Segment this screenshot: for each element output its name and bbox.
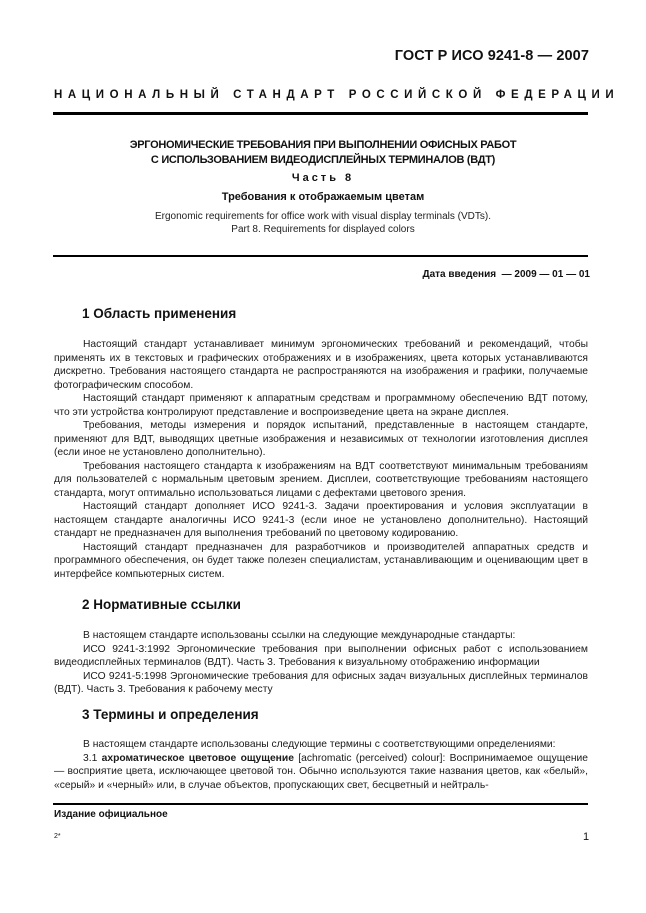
section-heading-scope: 1 Область применения (82, 306, 237, 321)
title-en-line1: Ergonomic requirements for office work with visual display terminals (VDTs). (154, 211, 492, 222)
section-heading-normative-references: 2 Нормативные ссылки (82, 597, 241, 612)
term-name: ахроматическое цветовое ощущение (101, 752, 294, 764)
paragraph: Настоящий стандарт устанавливает минимум эргономических требований и рекомендаций, чтобы применять их в текстовых и графических отображениях и в изображениях, цвета которых устанавливаются дискретно. Требования настоящего стандарта не распространяются на изображения и графики, получаемые фотографическим способом. (54, 339, 588, 391)
footer-rule (53, 803, 588, 805)
introduction-date: Дата введения — 2009 — 01 — 01 (422, 269, 590, 280)
reference-item: ИСО 9241-3:1992 Эргономические требования при выполнении офисных работ с использованием видеодисплейных терминалов (ВДТ). Часть 3. Требования к визуальному отображению информации (54, 643, 588, 668)
title-rule (53, 255, 588, 257)
paragraph: Настоящий стандарт предназначен для разработчиков и производителей аппаратных средств и программного обеспечения, он будет также полезен специалистам, устанавливающим и оценивающим цвет в интерфейсе компьютерных систем. (54, 541, 588, 580)
section-body-normative-references (54, 629, 588, 697)
document-title-en (53, 210, 593, 236)
section-heading-terms: 3 Термины и определения (82, 707, 259, 722)
document-title-ru (53, 138, 593, 168)
term-text: [achromatic (perceived) colour]: Воспринимаемое ощущение — восприятие цвета, исключающее цветовой тон. Обычно используются такие названия цветов, как «белый», «серый» и «черный» или, в случае объектов, пропускающих свет, бесцветный и нейтраль- (54, 752, 588, 791)
paragraph: Настоящий стандарт применяют к аппаратным средствам и программному обеспечению ВДТ потому, что эти устройства контролируют представление и воспроизведение цвета на экране дисплея. (54, 393, 588, 418)
paragraph: В настоящем стандарте использованы следующие термины с соответствующими определениями: (83, 739, 556, 750)
official-edition-label: Издание официальное (54, 809, 168, 820)
national-standard-heading: НАЦИОНАЛЬНЫЙ СТАНДАРТ РОССИЙСКОЙ ФЕДЕРАЦИИ (54, 89, 620, 101)
reference-item: ИСО 9241-5:1998 Эргономические требования для офисных задач визуальных дисплейных терминалов (ВДТ). Часть 3. Требования к рабочему месту (54, 670, 588, 695)
term-definition (54, 752, 588, 793)
paragraph: Требования, методы измерения и порядок испытаний, представленные в настоящем стандарте, применяют для ВДТ, выводящих цветные изображения и независимых от технологии изготовления дисплея (если иное не установлено дополнительно). (54, 420, 588, 458)
part-label: Часть 8 (291, 172, 355, 184)
title-ru-line1: ЭРГОНОМИЧЕСКИЕ ТРЕБОВАНИЯ ПРИ ВЫПОЛНЕНИИ ОФИСНЫХ РАБОТ (129, 139, 517, 151)
document-code: ГОСТ Р ИСО 9241-8 — 2007 (394, 48, 589, 64)
paragraph: Настоящий стандарт дополняет ИСО 9241-3. Задачи проектирования и условия эксплуатации в настоящем стандарте аналогичны ИСО 9241-3 (если иное не установлено дополнительно). Настоящий стандарт не предназначен для выполнения требований по цветовому кодированию. (54, 501, 588, 539)
print-sheet-mark: 2* (54, 833, 61, 840)
section-body-scope (54, 338, 588, 581)
header-rule (53, 112, 588, 115)
title-en-line2: Part 8. Requirements for displayed colors (231, 224, 415, 235)
title-ru-line2: С ИСПОЛЬЗОВАНИЕМ ВИДЕОДИСПЛЕЙНЫХ ТЕРМИНАЛОВ (ВДТ) (150, 154, 496, 166)
term-number: 3.1 (83, 752, 102, 764)
section-body-terms (54, 738, 588, 792)
page-number: 1 (583, 831, 590, 843)
document-subtitle: Требования к отображаемым цветам (221, 191, 425, 203)
paragraph: В настоящем стандарте использованы ссылки на следующие международные стандарты: (83, 630, 516, 641)
paragraph: Требования настоящего стандарта к изображениям на ВДТ соответствуют минимальным требованиям для пользователей с нормальным цветовым зрением. Дисплеи, соответствующие требованиям настоящего стандарта, могут оптимально использоваться лицами с дефектами цветового зрения. (54, 460, 588, 499)
